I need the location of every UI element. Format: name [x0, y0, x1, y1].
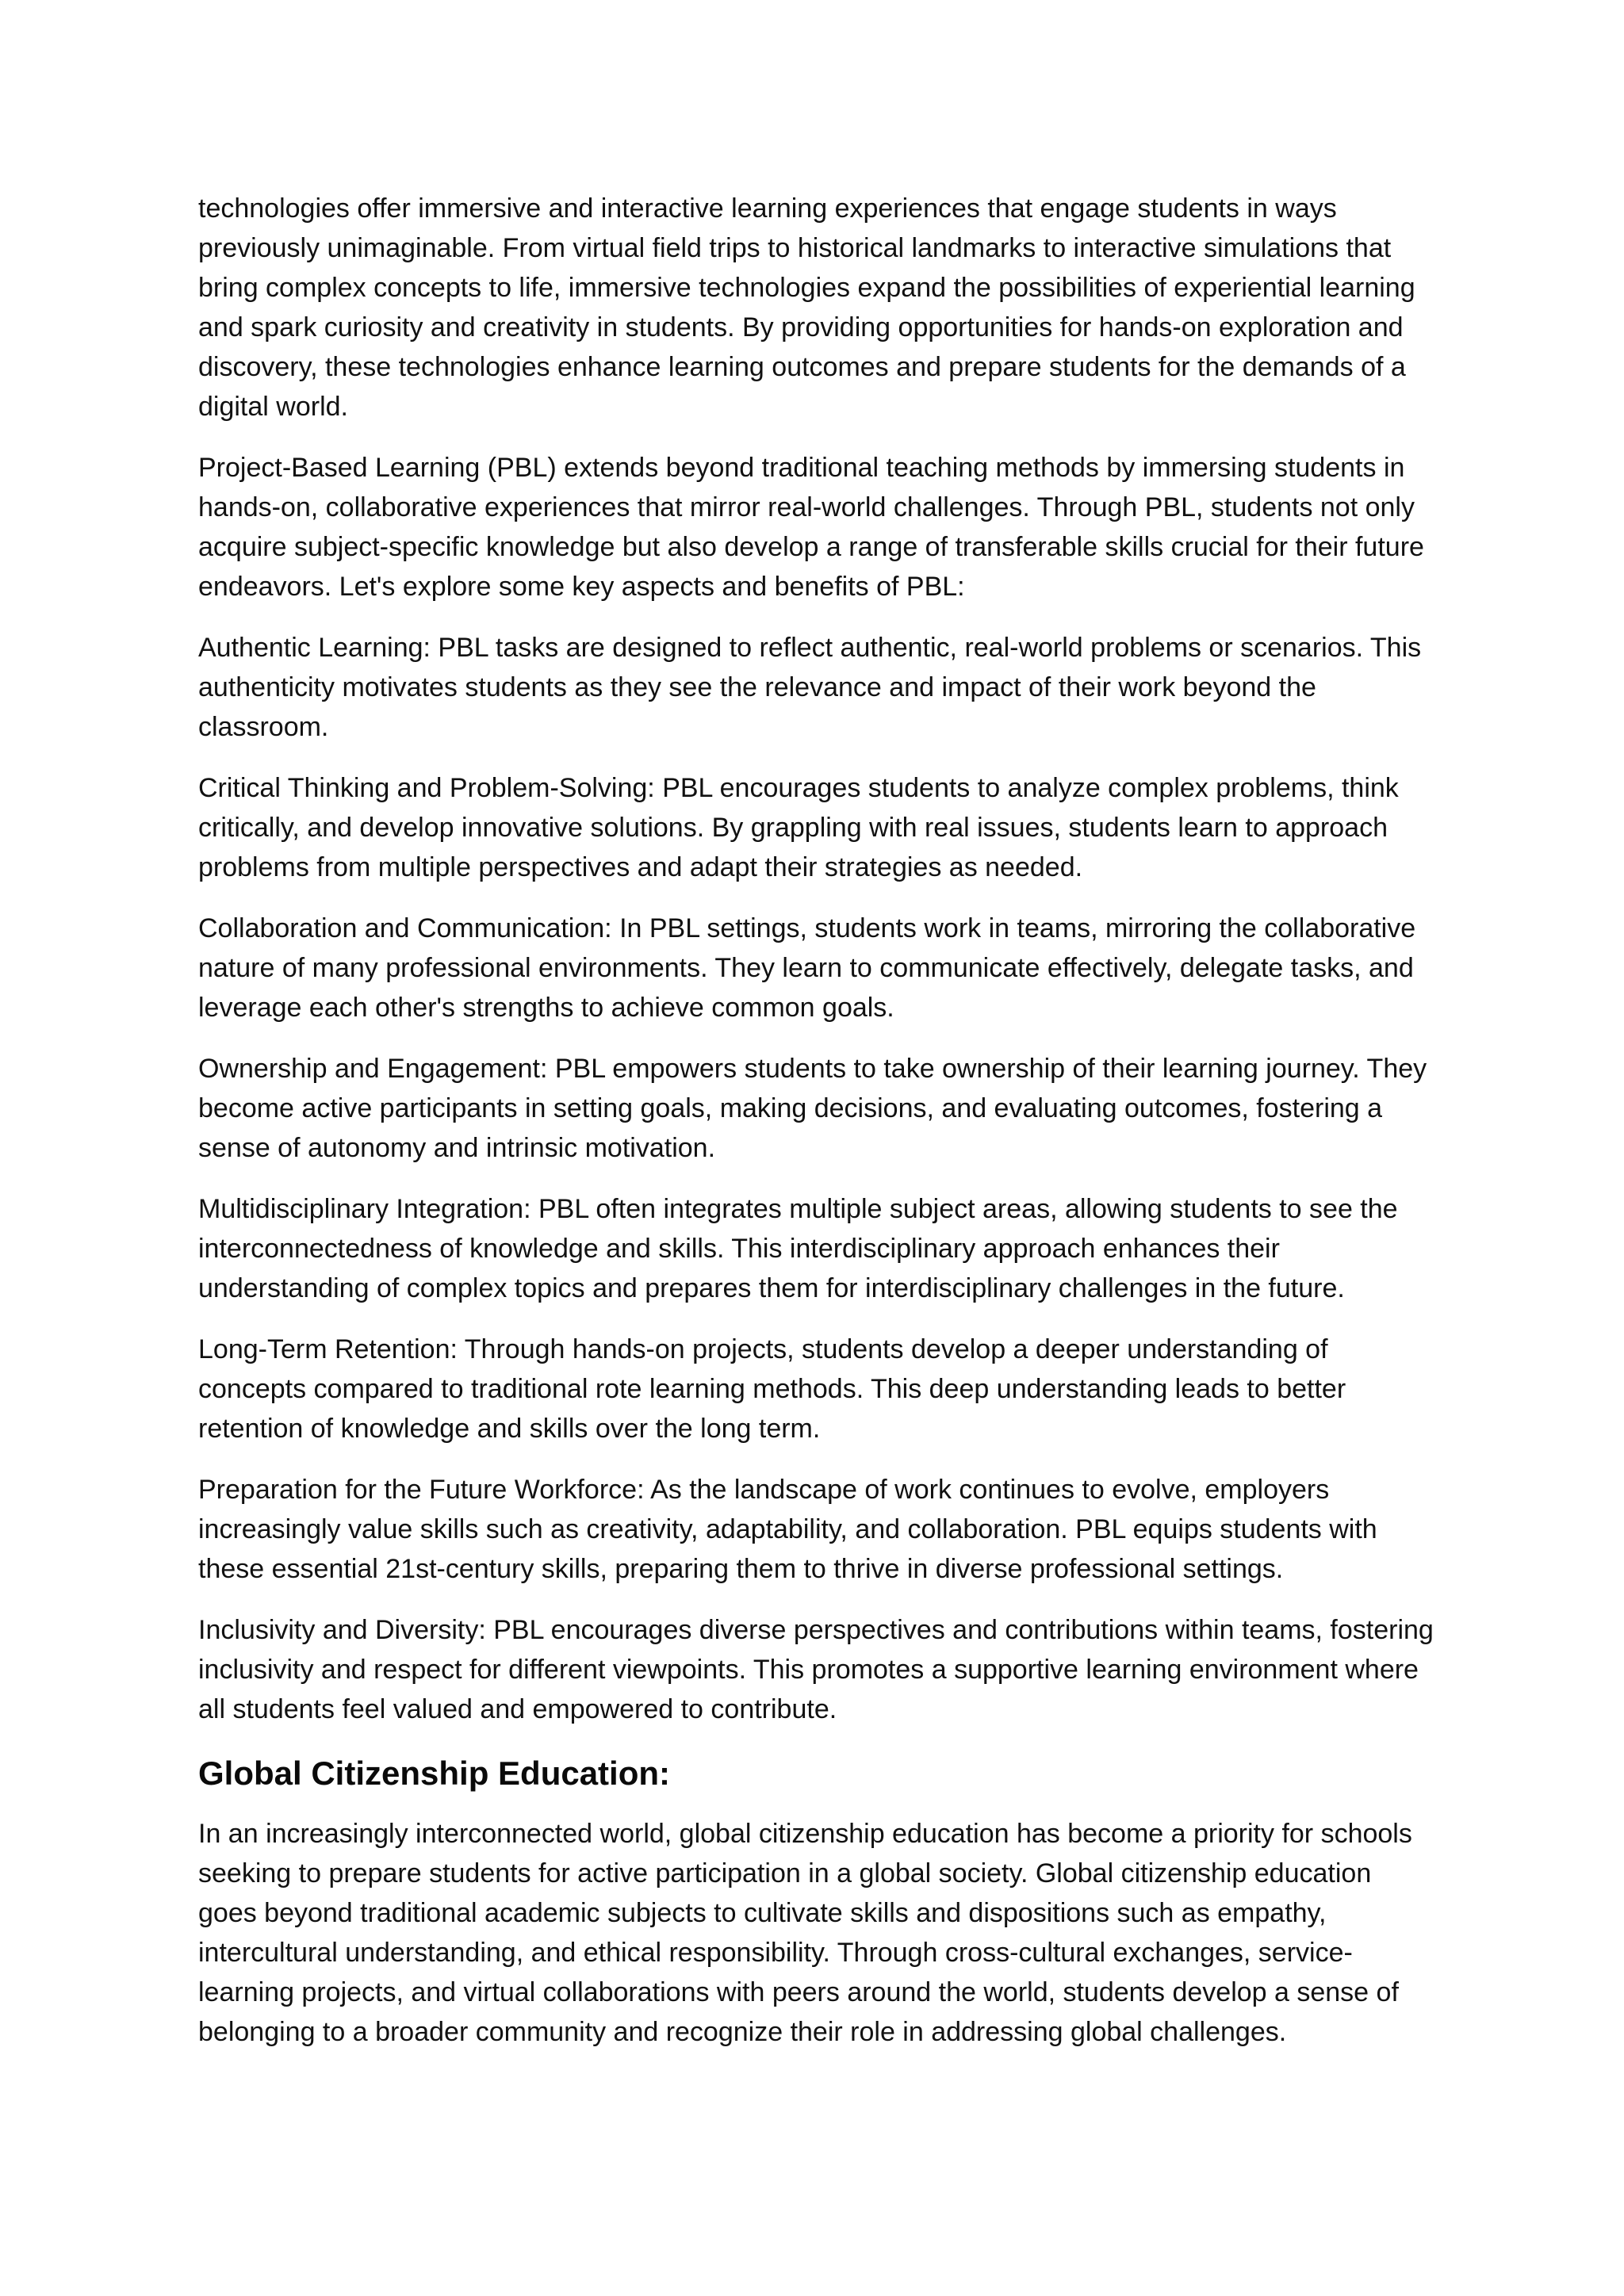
document-body: [198, 189, 1435, 2073]
paragraph-collaboration: Collaboration and Communication: In PBL settings, students work in teams, mirroring the collaborative nature of many professional environments. They learn to communicate effectively, delegate tasks, and leverage each other's strengths to achieve common goals.: [198, 913, 1416, 1023]
paragraph-global-citizenship: In an increasingly interconnected world, global citizenship education has become a priority for schools seeking to prepare students for active participation in a global society. Global citizenship education goes beyond traditional academic subjects to cultivate skills and dispositions such as empathy, intercultural understanding, and ethical responsibility. Through cross-cultural exchanges, service-learning projects, and virtual collaborations with peers around the world, students develop a sense of belonging to a broader community and recognize their role in addressing global challenges.: [198, 1819, 1412, 2047]
paragraph-long-term-retention: Long-Term Retention: Through hands-on projects, students develop a deeper understanding of concepts compared to traditional rote learning methods. This deep understanding leads to better retention of knowledge and skills over the long term.: [198, 1334, 1346, 1444]
paragraph-critical-thinking: Critical Thinking and Problem-Solving: PBL encourages students to analyze complex problems, think critically, and develop innovative solutions. By grappling with real issues, students learn to approach problems from multiple perspectives and adapt their strategies as needed.: [198, 773, 1399, 882]
paragraph-multidisciplinary: Multidisciplinary Integration: PBL often integrates multiple subject areas, allowing students to see the interconnectedness of knowledge and skills. This interdisciplinary approach enhances their understanding of complex topics and prepares them for interdisciplinary challenges in the future.: [198, 1194, 1398, 1303]
paragraph-inclusivity: Inclusivity and Diversity: PBL encourages diverse perspectives and contributions within teams, fostering inclusivity and respect for different viewpoints. This promotes a supportive learning environment where all students feel valued and empowered to contribute.: [198, 1615, 1434, 1724]
paragraph-pbl-intro: Project-Based Learning (PBL) extends beyond traditional teaching methods by immersing students in hands-on, collaborative experiences that mirror real-world challenges. Through PBL, students not only acquire subject-specific knowledge but also develop a range of transferable skills crucial for their future endeavors. Let's explore some key aspects and benefits of PBL:: [198, 453, 1424, 602]
section-heading-global-citizenship: Global Citizenship Education:: [198, 1755, 671, 1792]
paragraph-authentic-learning: Authentic Learning: PBL tasks are designed to reflect authentic, real-world problems or scenarios. This authenticity motivates students as they see the relevance and impact of their work beyond the classroom.: [198, 633, 1422, 742]
paragraph-ownership: Ownership and Engagement: PBL empowers students to take ownership of their learning journey. They become active participants in setting goals, making decisions, and evaluating outcomes, fostering a sense of autonomy and intrinsic motivation.: [198, 1054, 1427, 1163]
paragraph-immersive-technologies: technologies offer immersive and interactive learning experiences that engage students in ways previously unimaginable. From virtual field trips to historical landmarks to interactive simulations that bring complex concepts to life, immersive technologies expand the possibilities of experiential learning and spark curiosity and creativity in students. By providing opportunities for hands-on exploration and discovery, these technologies enhance learning outcomes and prepare students for the demands of a digital world.: [198, 193, 1415, 422]
paragraph-future-workforce: Preparation for the Future Workforce: As the landscape of work continues to evolve, employers increasingly value skills such as creativity, adaptability, and collaboration. PBL equips students with these essential 21st-century skills, preparing them to thrive in diverse professional settings.: [198, 1475, 1377, 1584]
